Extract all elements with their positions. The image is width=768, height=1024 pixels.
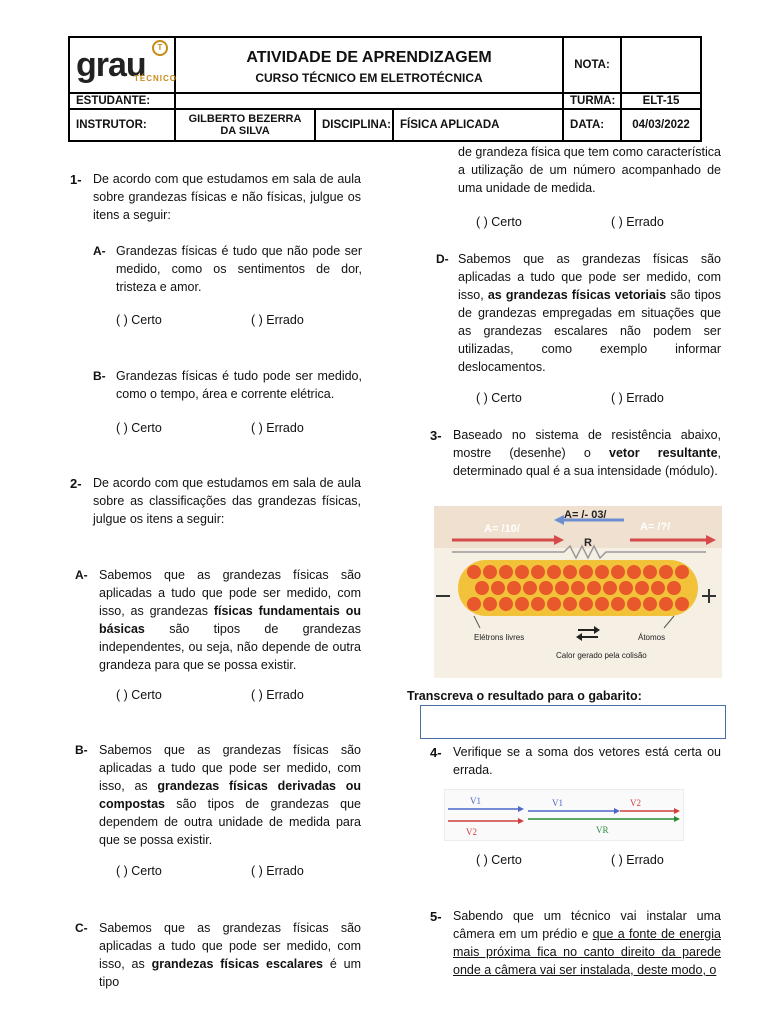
question-4-text: Verifique se a soma dos vetores está certa ou errada. xyxy=(453,745,721,777)
label-v1-sum: V1 xyxy=(552,798,563,808)
course-title: CURSO TÉCNICO EM ELETROTÉCNICA xyxy=(255,71,483,85)
q2-d-text: Sabemos que as grandezas físicas são aplicadas a tudo que pode ser medido, com isso, as grandezas físicas vetoriais são tipos de grandezas empregadas em situações que as grandezas escalares não podem ser utilizadas, como exemplo informar deslocamentos. xyxy=(458,252,721,374)
question-3-number: 3- xyxy=(430,428,442,443)
q2-d-certo[interactable]: ( ) Certo xyxy=(476,391,522,405)
resistance-figure xyxy=(434,506,722,678)
instrutor-value: GILBERTO BEZERRA DA SILVA xyxy=(175,109,315,141)
label-a3: A= /?/ xyxy=(640,521,671,533)
label-atomos: Átomos xyxy=(638,633,666,642)
q1-a-errado[interactable]: ( ) Errado xyxy=(251,313,304,327)
q1-b-certo[interactable]: ( ) Certo xyxy=(116,421,162,435)
title-cell xyxy=(175,37,563,93)
question-3-text: Baseado no sistema de resistência abaixo, mostre (desenhe) o vetor resultante, determinado qual é a sua intensidade (módulo). xyxy=(453,428,721,478)
logo-subtitle: TÉCNICO xyxy=(134,74,177,83)
q1-b-text: Grandezas físicas é tudo pode ser medido, como o tempo, área e corrente elétrica. xyxy=(116,369,362,401)
logo: grau xyxy=(76,45,146,84)
q2-a-letter: A- xyxy=(75,568,88,582)
q2-b-text: Sabemos que as grandezas físicas são aplicadas a tudo que pode ser medido, com isso, as grandezas físicas derivadas ou compostas são tipos de grandezas que dependem de outra unidade de medida para que se possa existir. xyxy=(99,743,361,847)
label-calor: Calor gerado pela colisão xyxy=(556,651,647,660)
turma-value: ELT-15 xyxy=(621,93,701,109)
q1-a-certo[interactable]: ( ) Certo xyxy=(116,313,162,327)
q2-d-letter: D- xyxy=(436,252,449,266)
page-title: ATIVIDADE DE APRENDIZAGEM xyxy=(246,49,492,66)
q2-c-text: Sabemos que as grandezas físicas são aplicadas a tudo que pode ser medido, com isso, as grandezas físicas escalares é um tipo xyxy=(99,921,361,989)
estudante-field[interactable] xyxy=(175,93,563,109)
q2-c-text-continued: de grandeza física que tem como característica a utilização de um número acompanhado de uma unidade de medida. xyxy=(458,145,721,195)
q2-c-certo[interactable]: ( ) Certo xyxy=(476,215,522,229)
nota-label: NOTA: xyxy=(563,37,621,93)
header-table xyxy=(68,36,702,142)
label-vr: VR xyxy=(596,825,609,835)
question-5-text: Sabendo que um técnico vai instalar uma câmera em um prédio e que a fonte de energia mais próxima fica no canto direito da parede onde a câmera vai ser instalada, deste modo, o xyxy=(453,909,721,977)
question-4-number: 4- xyxy=(430,745,442,760)
q4-errado[interactable]: ( ) Errado xyxy=(611,853,664,867)
question-1-number: 1- xyxy=(70,172,82,187)
disciplina-value: FÍSICA APLICADA xyxy=(393,109,563,141)
q2-d-errado[interactable]: ( ) Errado xyxy=(611,391,664,405)
gabarito-answer-box[interactable] xyxy=(420,705,726,739)
q2-a-errado[interactable]: ( ) Errado xyxy=(251,688,304,702)
q1-a-text: Grandezas físicas é tudo que não pode ser medido, como os sentimentos de dor, tristeza e amor. xyxy=(116,244,362,294)
q2-b-certo[interactable]: ( ) Certo xyxy=(116,864,162,878)
q2-a-text: Sabemos que as grandezas físicas são aplicadas a tudo que pode ser medido, com isso, as grandezas físicas fundamentais ou básicas são tipos de grandezas independentes, ou seja, não depende de outra grandeza para que se possa existir. xyxy=(99,568,361,672)
question-2-number: 2- xyxy=(70,476,82,491)
estudante-label: ESTUDANTE: xyxy=(69,93,175,109)
q2-b-letter: B- xyxy=(75,743,88,757)
label-v2-sum: V2 xyxy=(630,798,641,808)
logo-mark-icon: T xyxy=(152,40,168,56)
q2-a-certo[interactable]: ( ) Certo xyxy=(116,688,162,702)
disciplina-label: DISCIPLINA: xyxy=(315,109,393,141)
label-v2-left: V2 xyxy=(466,827,477,837)
question-2-text: De acordo com que estudamos em sala de aula sobre as classificações das grandezas físicas, julgue os itens a seguir: xyxy=(93,476,361,526)
turma-label: TURMA: xyxy=(563,93,621,109)
q2-b-errado[interactable]: ( ) Errado xyxy=(251,864,304,878)
data-value: 04/03/2022 xyxy=(621,109,701,141)
vector-sum-figure xyxy=(444,789,684,841)
label-a1: A= /10/ xyxy=(484,523,520,535)
q2-c-letter: C- xyxy=(75,921,88,935)
question-5-number: 5- xyxy=(430,909,442,924)
question-1-text: De acordo com que estudamos em sala de aula sobre grandezas físicas e não físicas, julgue os itens a seguir: xyxy=(93,172,361,222)
instrutor-label: INSTRUTOR: xyxy=(69,109,175,141)
label-a2: A= /- 03/ xyxy=(564,509,607,521)
nota-field[interactable] xyxy=(621,37,701,93)
label-eletrons: Elétrons livres xyxy=(474,633,525,642)
q2-c-errado[interactable]: ( ) Errado xyxy=(611,215,664,229)
q1-b-letter: B- xyxy=(93,369,106,383)
q4-certo[interactable]: ( ) Certo xyxy=(476,853,522,867)
logo-cell xyxy=(69,37,175,93)
label-v1-left: V1 xyxy=(470,796,481,806)
gabarito-label: Transcreva o resultado para o gabarito: xyxy=(407,689,642,703)
q1-a-letter: A- xyxy=(93,244,106,258)
data-label: DATA: xyxy=(563,109,621,141)
q1-b-errado[interactable]: ( ) Errado xyxy=(251,421,304,435)
label-r: R xyxy=(584,537,592,549)
